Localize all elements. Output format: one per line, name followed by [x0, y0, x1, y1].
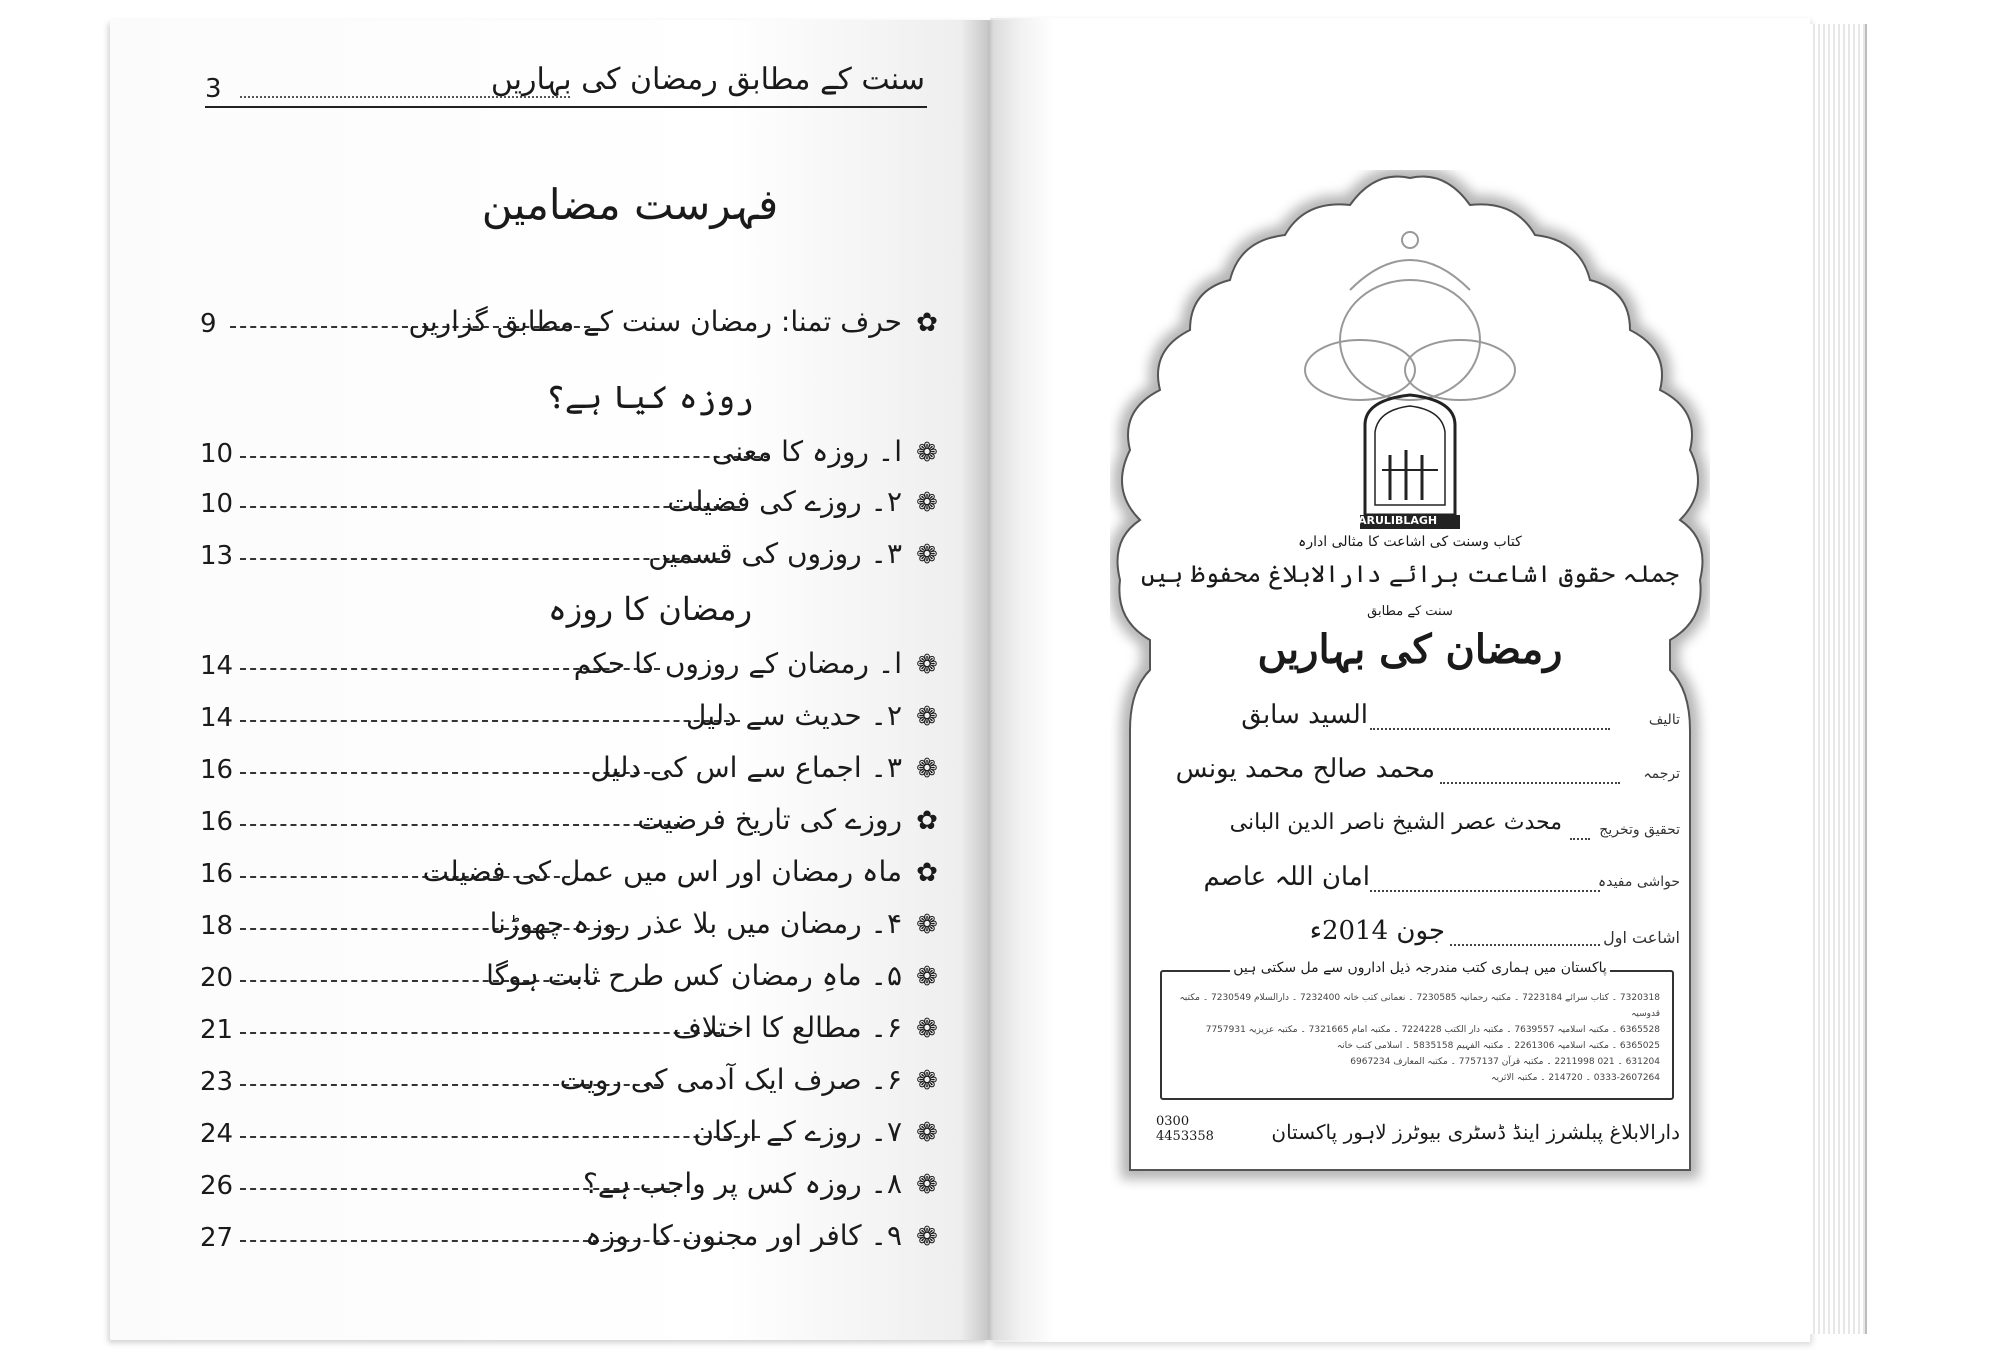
page-number: 3 — [205, 74, 222, 104]
credit-dots — [1370, 728, 1610, 730]
toc-text: ۴۔ رمضان میں بلا عذر روزہ چھوڑنا — [489, 907, 902, 940]
toc-text: ا۔ رمضان کے روزوں کا حکم — [573, 647, 902, 680]
credit-value: امان اللہ عاصم — [1203, 862, 1370, 892]
credit-label: ترجمہ — [1643, 766, 1680, 782]
tagline: کتاب وسنت کی اشاعت کا مثالی ادارہ — [1298, 534, 1522, 550]
page-edges — [1810, 24, 1867, 1334]
running-title: سنت کے مطابق رمضان کی بہاریں — [490, 62, 925, 97]
toc-entry — [200, 804, 940, 844]
toc-entry — [200, 1220, 940, 1260]
toc-entry — [200, 1116, 940, 1156]
flower-icon: ❁ — [916, 1222, 938, 1252]
flower-icon: ❁ — [916, 754, 938, 784]
credit-row — [1150, 752, 1680, 792]
distributors-heading: پاکستان میں ہماری کتب مندرجہ ذیل اداروں سے مل سکتی ہیں — [1230, 960, 1610, 984]
publisher-name: دارالابلاغ پبلشرز اینڈ ڈسٹری بیوٹرز لاہور پاکستان — [1271, 1120, 1680, 1144]
toc-entry — [200, 908, 940, 948]
flower-icon: ❁ — [916, 650, 938, 680]
flower-icon: ✿ — [916, 858, 938, 888]
toc-text: ۳۔ روزوں کی قسمیں — [648, 537, 902, 570]
toc-entry — [200, 856, 940, 896]
publisher-line — [1150, 1114, 1680, 1144]
credit-row — [1150, 808, 1680, 848]
flower-icon: ❁ — [916, 702, 938, 732]
leader-dashes — [240, 720, 740, 722]
toc-page: 14 — [200, 703, 234, 733]
toc-page: 13 — [200, 541, 234, 571]
toc-entry — [200, 306, 940, 346]
leader-dashes — [240, 1136, 760, 1138]
flower-icon: ❁ — [916, 1014, 938, 1044]
toc-page: 10 — [200, 489, 234, 519]
toc-entry — [200, 648, 940, 688]
toc-text: ۵۔ ماہِ رمضان کس طرح ثابت ہوگا — [486, 959, 902, 992]
distributor-line: 0333-2607264 ۔ 214720 ۔ مکتبہ الاثریہ — [1491, 1073, 1660, 1083]
toc-entry — [200, 1168, 940, 1208]
credit-label: تالیف — [1648, 712, 1680, 728]
credit-value: جون 2014ء — [1309, 916, 1445, 946]
credit-dots — [1570, 838, 1590, 840]
toc-text: ۲۔ روزے کی فضیلت — [667, 485, 902, 518]
credit-dots — [1370, 890, 1600, 892]
flower-icon: ❁ — [916, 910, 938, 940]
flower-icon: ❁ — [916, 1066, 938, 1096]
flower-icon: ❁ — [916, 540, 938, 570]
toc-text: ۹۔ کافر اور مجنون کا روزہ — [585, 1219, 902, 1252]
toc-page: 24 — [200, 1119, 234, 1149]
credit-label: تحقیق وتخریج — [1599, 822, 1680, 838]
toc-text: ۶۔ مطالع کا اختلاف — [672, 1011, 902, 1044]
toc-text: حرف تمنا: رمضان سنت کے مطابق گزاریں — [408, 305, 902, 338]
toc-page: 27 — [200, 1223, 234, 1253]
credit-value: السید سابق — [1241, 700, 1368, 730]
section-heading: رمضان کا روزہ — [547, 590, 753, 628]
distributor-line: 6365025 ۔ مکتبہ اسلامیہ 2261306 ۔ مکتبہ الفہیم 5835158 ۔ اسلامی کتب خانہ — [1336, 1041, 1660, 1051]
credit-row — [1150, 698, 1680, 738]
copyright-line: جملہ حقوق اشاعت برائے دارالابلاغ محفوظ ہیں — [1141, 560, 1679, 588]
flower-icon: ❁ — [916, 1118, 938, 1148]
distributor-line: 7320318 ۔ کتاب سرائے 7223184 ۔ مکتبہ رحمانیہ 7230585 ۔ نعمانی کتب خانہ 7232400 ۔ دارالسلام 7230549 ۔ مکتبہ قدوسیہ — [1179, 993, 1660, 1019]
toc-text: ۸۔ روزہ کس پر واجب ہے؟ — [583, 1167, 902, 1200]
toc-entry — [200, 1064, 940, 1104]
toc-page: 21 — [200, 1015, 234, 1045]
toc-entry — [200, 700, 940, 740]
toc-page: 14 — [200, 651, 234, 681]
toc-text: ۷۔ روزے کے ارکان — [693, 1115, 902, 1148]
toc-text: ۲۔ حدیث سے دلیل — [686, 699, 902, 732]
toc-page: 10 — [200, 439, 234, 469]
flower-icon: ❁ — [916, 488, 938, 518]
toc-text: ا۔ روزہ کا معنی — [711, 435, 902, 468]
flower-icon: ❁ — [916, 962, 938, 992]
subtitle-small: سنت کے مطابق — [1367, 604, 1453, 619]
toc-entry — [200, 436, 940, 476]
toc-page: 18 — [200, 911, 234, 941]
toc-text: ۳۔ اجماع سے اس کی دلیل — [590, 751, 902, 784]
leader-dashes — [240, 506, 740, 508]
toc-text: ماہ رمضان اور اس میں عمل کی فضیلت — [422, 855, 902, 888]
publisher-phone: 0300 4453358 — [1156, 1114, 1214, 1144]
credit-label: اشاعت اول — [1603, 928, 1680, 947]
header-rule — [205, 106, 927, 108]
leader-dashes — [240, 824, 680, 826]
distributor-line: 631204 ۔ 021 2211998 ۔ مکتبہ قرآن 7757137 ۔ مکتبہ المعارف 6967234 — [1350, 1057, 1660, 1067]
book-title: رمضان کی بہاریں — [1257, 626, 1563, 673]
toc-text: ۶۔ صرف ایک آدمی کی رویت — [559, 1063, 902, 1096]
flower-icon: ❁ — [916, 438, 938, 468]
distributor-line: 6365528 ۔ مکتبہ اسلامیہ 7639557 ۔ مکتبہ دار الکتب 7224228 ۔ مکتبہ امام 7321665 ۔ مکتبہ عزیزیہ 7757931 — [1205, 1025, 1660, 1035]
credit-value: محمد صالح محمد یونس — [1175, 754, 1435, 784]
leader-dashes — [240, 1032, 720, 1034]
leader-dashes — [240, 456, 770, 458]
toc-page: 16 — [200, 859, 234, 889]
flower-icon: ✿ — [916, 806, 938, 836]
distributors-list — [1170, 990, 1660, 1090]
toc-entry — [200, 1012, 940, 1052]
toc-page: 23 — [200, 1067, 234, 1097]
section-heading: روزہ کیا ہے؟ — [546, 378, 754, 416]
toc-entry — [200, 752, 940, 792]
toc-entry — [200, 538, 940, 578]
toc-title: فہرست مضامین — [481, 180, 779, 229]
credit-dots — [1450, 944, 1600, 946]
flower-icon: ❁ — [916, 1170, 938, 1200]
logo-latin-text: DARULIBLAGH — [1348, 514, 1438, 527]
toc-page: 16 — [200, 807, 234, 837]
flower-icon: ✿ — [916, 308, 938, 338]
credit-label: حواشی مفیدہ — [1598, 874, 1680, 890]
toc-page: 9 — [200, 309, 217, 339]
credit-row — [1150, 860, 1680, 900]
credit-row — [1150, 914, 1680, 954]
toc-entry — [200, 486, 940, 526]
toc-entry — [200, 960, 940, 1000]
toc-text: روزے کی تاریخ فرضیت — [637, 803, 902, 836]
credit-dots — [1440, 782, 1620, 784]
credit-value: محدث عصر الشیخ ناصر الدین البانی — [1229, 810, 1562, 835]
toc-page: 20 — [200, 963, 234, 993]
toc-page: 16 — [200, 755, 234, 785]
toc-page: 26 — [200, 1171, 234, 1201]
